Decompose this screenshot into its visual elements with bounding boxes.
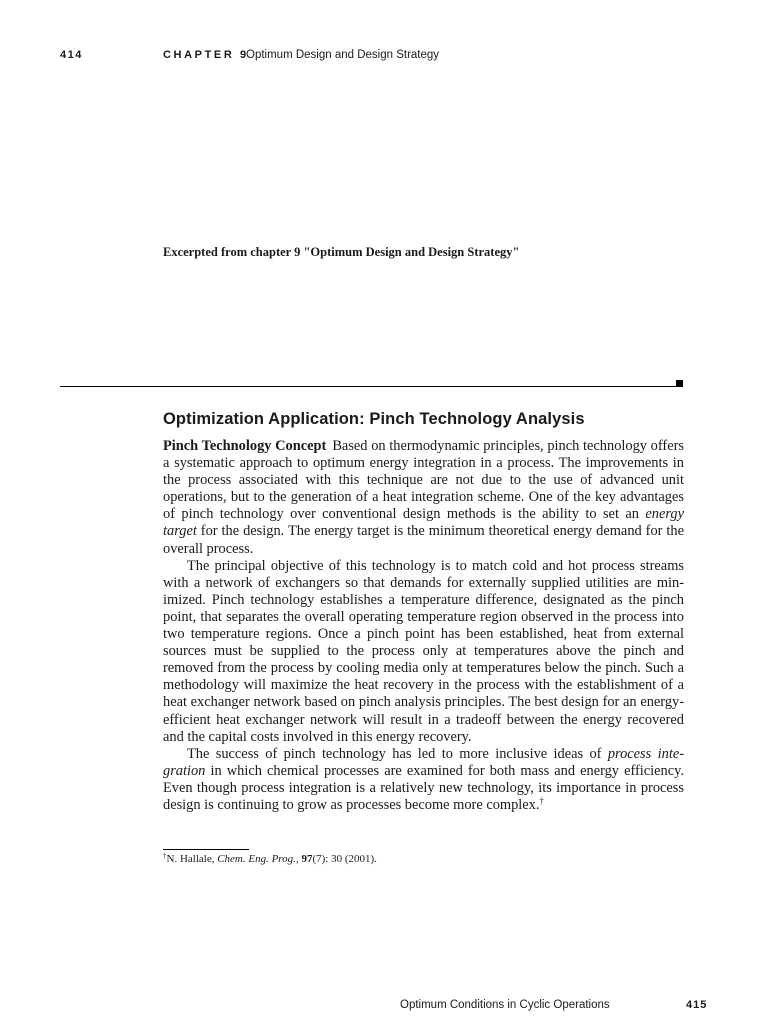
section-rule	[60, 386, 676, 387]
footnote-volume: 97	[301, 853, 313, 865]
footnote-rest: (7): 30 (2001).	[312, 853, 377, 865]
paragraph-2: The principal objective of this technology is to match cold and hot process streams with a network of exchangers so that demands for externally supplied utilities are minimized. Pinch technology establishes a temperature difference, designated as the pinch point, that separates the overall operating temperature region observed in the process into two temperature regions. Once a pinch point has been established, heat from external sources must be supplied to the process only at temperatures above the pinch and removed from the process by cooling media only at temperatures below the pinch. Such a methodology will maximize the heat recovery in the process with the establishment of a heat exchanger network based on pinch analysis principles. The best design for an energy-efficient heat exchanger network will result in a tradeoff between the energy recovered and the capital costs involved in this energy recovery.	[163, 557, 684, 745]
paragraph-3-text-end: in which chemical processes are examined for both mass and energy efficiency. Even though process integration is a relatively new technology, its importance in process design is continuing to grow as processes become more complex.	[163, 762, 684, 813]
footnote-rule	[163, 849, 249, 850]
footnote	[163, 853, 377, 865]
excerpt-note: Excerpted from chapter 9 "Optimum Design and Design Strategy"	[163, 245, 520, 259]
page-number-top: 414	[60, 49, 83, 61]
footnote-dagger: †	[163, 852, 167, 860]
section-rule-marker	[676, 380, 683, 387]
paragraph-3	[163, 746, 684, 814]
chapter-label: CHAPTER 9	[163, 49, 249, 61]
paragraph-1-text: Based on thermodynamic principles, pinch technology offers a systematic approach to optimum energy integration in a process. The improvements in the process associated with this technique are not due to the use of advanced unit operations, but to the generation of a heat integration scheme. One of the key advantages of pinch technology over conventional design methods is the ability to set an	[163, 438, 684, 523]
footnote-journal: Chem. Eng. Prog.	[217, 853, 296, 865]
emphasis-process-integration: process integration	[163, 745, 684, 779]
emphasis-energy-target: energy target	[163, 506, 684, 540]
footnote-author: N. Hallale,	[166, 853, 218, 865]
page-number-bottom: 415	[686, 999, 708, 1011]
running-footer-title: Optimum Conditions in Cyclic Operations	[400, 999, 610, 1011]
run-in-heading: Pinch Technology Concept	[163, 438, 327, 454]
paragraph-1	[163, 438, 684, 558]
paragraph-1-text-end: for the design. The energy target is the minimum theoretical energy demand for the overall process.	[163, 523, 684, 557]
body-text	[163, 438, 684, 814]
footnote-separator: ,	[295, 853, 302, 865]
paragraph-3-text: The success of pinch technology has led to more inclusive ideas of	[187, 745, 608, 762]
footnote-marker: †	[539, 795, 544, 806]
section-title: Optimization Application: Pinch Technology Analysis	[163, 410, 585, 428]
running-header-title: Optimum Design and Design Strategy	[246, 49, 440, 61]
